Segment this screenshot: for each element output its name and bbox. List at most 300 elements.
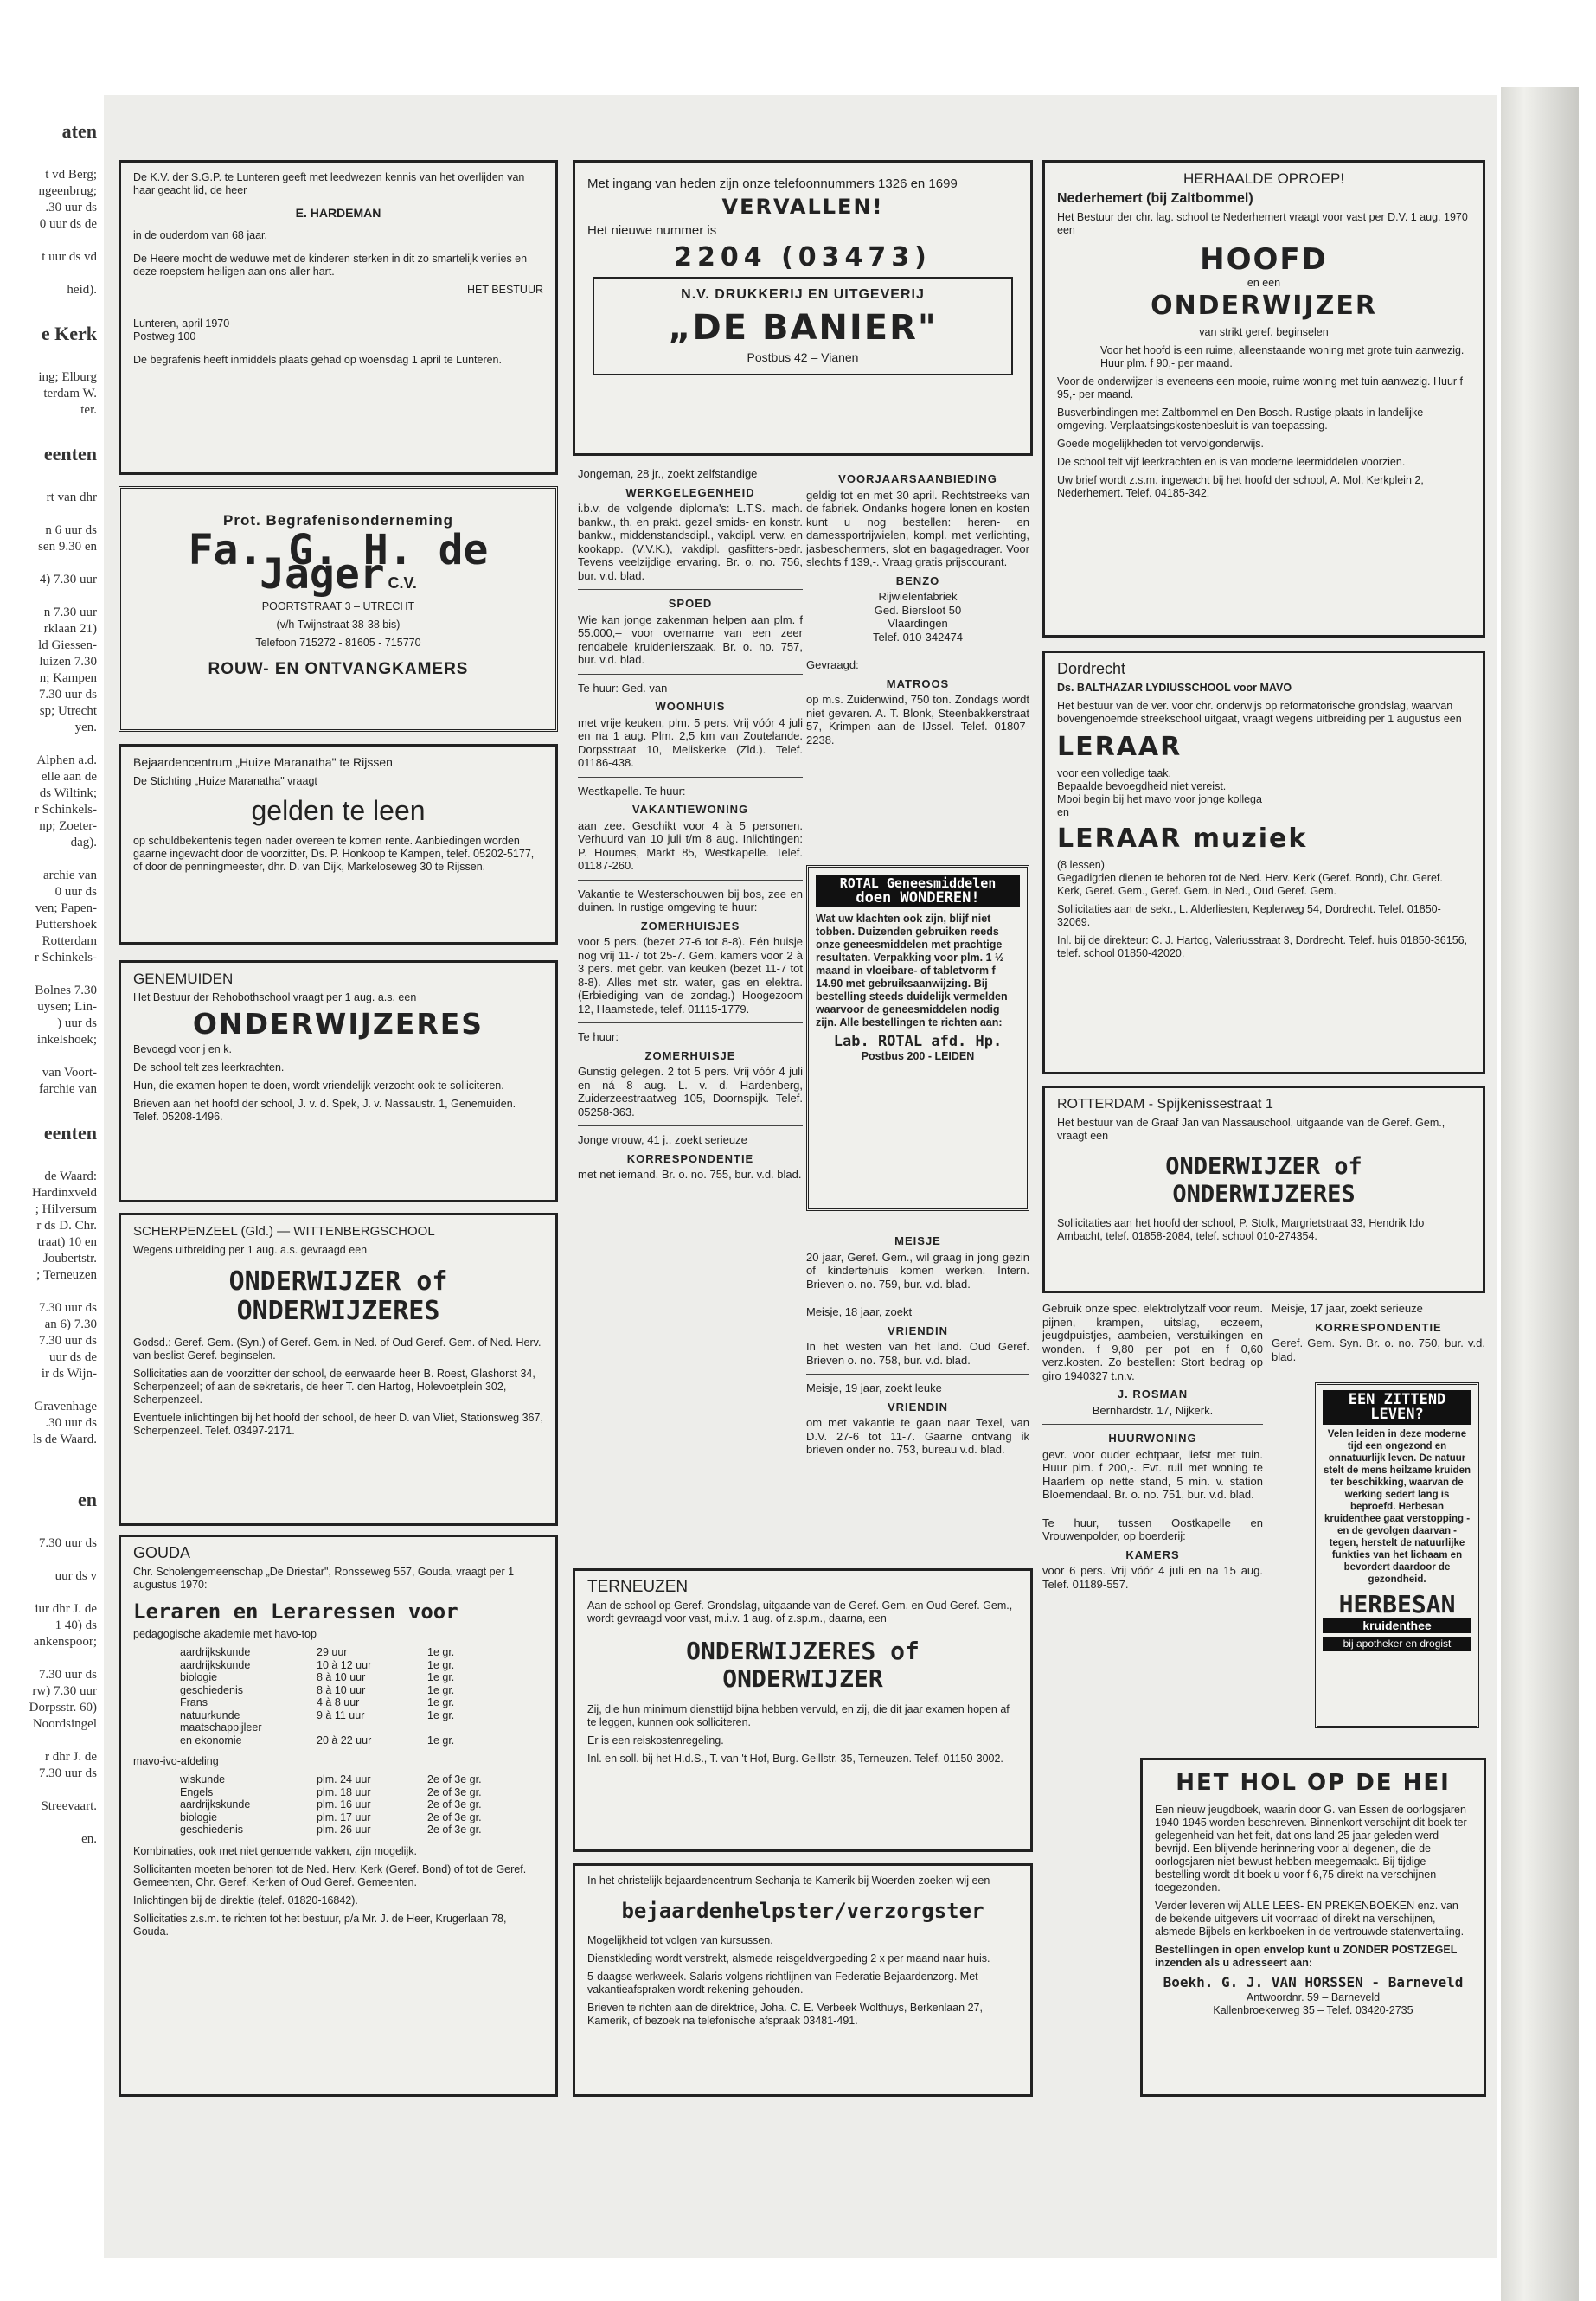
subject-cell: Engels <box>180 1785 214 1798</box>
margin-text-line <box>0 1465 97 1481</box>
obituary-intro: De K.V. der S.G.P. te Lunteren geeft met leedwezen kennis van het overlijden van haar geacht lid, de heer <box>133 171 525 196</box>
page-edge <box>1501 87 1579 2301</box>
dordrecht-ad <box>1042 651 1485 1074</box>
classified-text: voor 5 pers. (bezet 27-6 tot 8-8). Eén huisje nog vrij 11-7 tot 25-7. Gem. kamers voor 2 à 3 pers. met gebr. van keuken (bezet 11-7 tot 8-8). Alles met str. water, gas en elektra. (Erbiediging van de zondag.) Hoogezoom 12, Haamstede, telef. 01115-1779. <box>578 935 803 1016</box>
margin-text-line: .30 uur ds <box>45 201 97 215</box>
margin-text-line <box>0 473 97 490</box>
margin-text-line: eenten <box>43 1122 97 1144</box>
margin-text-line: Gravenhage <box>34 1400 97 1413</box>
classified-line: Rijwielenfabriek <box>878 590 958 603</box>
gouda-mavo-table <box>176 1773 526 1836</box>
subject-cell: biologie <box>180 1811 218 1823</box>
rotterdam-big2: ONDERWIJZERES <box>1172 1181 1356 1208</box>
subject-row <box>176 1811 526 1824</box>
margin-text-line: r ds D. Chr. <box>36 1219 97 1233</box>
margin-text-line: luizen 7.30 <box>39 655 97 669</box>
sechanja-ad <box>573 1863 1033 2097</box>
rotterdam-l1: Sollicitaties aan het hoofd der school, P. Stolk, Margrietstraat 33, Hendrik Ido Ambacht, telef. 01858-2084, telef. school 010-274354. <box>1057 1217 1425 1242</box>
classified-heading: VRIENDIN <box>887 1400 949 1413</box>
subject-cell: biologie <box>180 1671 218 1683</box>
herbesan-head: EEN ZITTEND LEVEN? <box>1348 1391 1446 1423</box>
nederhemert-ad <box>1042 160 1485 638</box>
margin-text-line <box>0 1552 97 1568</box>
dordrecht-l2: Bepaalde bevoegdheid niet vereist. <box>1057 780 1227 792</box>
gouda-big: Leraren en Leraressen voor <box>133 1599 458 1624</box>
margin-text-line: ter. <box>80 403 97 417</box>
classified-text: geldig tot en met 30 april. Rechtstreeks van de fabriek. Ondanks hogere lonen en kosten kunt u nog bestellen: heren- en damessportrijwielen, kompl. met verlichting, jasbeschermers, slot en bagagedrager. Voor slechts f 139,-. Vraag gratis prijscourant. <box>806 488 1029 568</box>
dordrecht-l5: Gegadigden dienen te behoren tot de Ned. Herv. Kerk (Geref. Bond), Chr. Geref. Kerk, Geref. Gem., Geref. Gem. in Ned., Oud Geref. Gem. <box>1057 872 1443 897</box>
subject-cell: 4 à 8 uur <box>317 1696 360 1708</box>
margin-text-line: ir ds Wijn- <box>41 1367 97 1381</box>
gouda-l2: Sollicitanten moeten behoren tot de Ned. Herv. Kerk (Geref. Bond) of tot de Geref. Gemeenten, Chr. Geref. Kerken of Oud Geref. Gemeenten. <box>133 1862 527 1888</box>
nederhemert-l5: De school telt vijf leerkrachten en is van moderne leermiddelen voorzien. <box>1057 456 1406 468</box>
classified-heading: J. ROSMAN <box>1117 1388 1189 1400</box>
subject-cell: plm. 18 uur <box>317 1785 371 1798</box>
hol-op-de-hei-ad <box>1140 1758 1486 2097</box>
classified-text: Jongeman, 28 jr., zoekt zelfstandige <box>578 467 758 480</box>
classified-text: aan zee. Geschikt voor 4 à 5 personen. Verhuurd van 10 juli t/m 8 aug. Inlichtingen: P. Houmes, Markt 85, Westkapelle. Telef. 01187-260. <box>578 818 803 872</box>
scherpenzeel-l1: Godsd.: Geref. Gem. (Syn.) of Geref. Gem. in Ned. of Oud Geref. Gem. of Ned. Herv. van beslist Geref. beginselen. <box>133 1336 542 1362</box>
margin-text-line: r dhr J. de <box>45 1750 97 1764</box>
classified-text: Meisje, 17 jaar, zoekt serieuze <box>1272 1302 1423 1315</box>
gouda-ad <box>119 1535 558 2097</box>
margin-text-line: ing; Elburg <box>38 370 97 384</box>
margin-text-line: 7.30 uur ds <box>38 1301 97 1315</box>
subject-cell: 2e of 3e gr. <box>427 1798 482 1811</box>
margin-text-line: 7.30 uur ds <box>38 688 97 702</box>
margin-text-line <box>0 736 97 753</box>
obituary-funeral: De begrafenis heeft inmiddels plaats gehad op woensdag 1 april te Lunteren. <box>133 354 502 366</box>
margin-text-line <box>0 588 97 605</box>
classified-text: Gunstig gelegen. 2 tot 5 pers. Vrij vóór 4 juli en ná 8 aug. L. v. d. Hardenberg, Zuiderzeestraatweg 105, Doornspijk. Telef. 05258-363. <box>578 1065 803 1118</box>
classified-text: met vrije keuken, plm. 5 pers. Vrij vóór 4 juli en na 1 aug. Plm. 2,5 km van Zoutelande. Dorpsstraat 10, Meliskerke (Zld.). Telef. 01186-438. <box>578 715 803 769</box>
subject-cell: wiskunde <box>180 1773 226 1785</box>
margin-text-line: sp; Utrecht <box>39 704 97 718</box>
margin-text-line: iur dhr J. de <box>35 1602 97 1616</box>
subject-cell: aardrijkskunde <box>180 1798 251 1811</box>
hol-text: Een nieuw jeugdboek, waarin door G. van Essen de oorlogsjaren 1940-1945 worden beschreven. Binnenkort verschijnt dit boek ter gelegenheid van het feit, dat ons land 25 jaar geleden werd bevrijd. Een blijvende herinnering voor al degenen, die de oorlogsjaren niet bewust hebben meegemaakt. Bij tijdige bestelling wordt dit boek u voor f 6,75 direkt na verschijnen toegezonden. <box>1155 1804 1467 1894</box>
rotterdam-head: ROTTERDAM - Spijkenissestraat 1 <box>1057 1097 1273 1112</box>
margin-text-line: .30 uur ds <box>45 1416 97 1430</box>
classifieds-column-b <box>806 467 1029 856</box>
sechanja-sub: In het christelijk bejaardencentrum Sechanja te Kamerik bij Woerden zoeken wij een <box>587 1875 990 1887</box>
margin-text-line: n 6 uur ds <box>45 523 97 537</box>
classified-text: Jonge vrouw, 41 j., zoekt serieuze <box>578 1133 747 1146</box>
gouda-sub: Chr. Scholengemeenschap „De Driestar", Ronsseweg 557, Gouda, vraagt per 1 augustus 1970: <box>133 1566 515 1591</box>
margin-text-line: 1 40) ds <box>54 1618 97 1632</box>
margin-text-line: ld Giessen- <box>38 638 97 652</box>
margin-text-line: ; Terneuzen <box>36 1268 97 1282</box>
classifieds-column-c <box>806 1220 1029 1557</box>
subject-cell: 2e of 3e gr. <box>427 1823 482 1836</box>
margin-text-line: eenten <box>43 443 97 465</box>
classified-heading: WERKGELEGENHEID <box>625 485 755 499</box>
obituary-ad <box>119 160 558 475</box>
terneuzen-head: TERNEUZEN <box>587 1578 689 1596</box>
margin-text-line <box>0 1284 97 1300</box>
margin-text-line: aten <box>61 120 97 142</box>
margin-text-line: heid). <box>67 283 97 297</box>
margin-text-line <box>0 1650 97 1667</box>
classified-text: met net iemand. Br. o. no. 755, bur. v.d. blad. <box>578 1168 802 1181</box>
classified-text: Te huur: <box>578 1030 619 1043</box>
margin-text-line <box>0 555 97 572</box>
margin-text-line <box>0 1098 97 1114</box>
rotal-head2: doen WONDEREN! <box>856 889 980 907</box>
margin-text-line: ds Wiltink; <box>39 786 97 800</box>
classified-text: gevr. voor ouder echtpaar, liefst met tuin. Huur plm. f 200,-. Evt. ruil met woning te Haarlem op nette stand, 5 min. v. station Bloemendaal. Br. o. no. 751, bur. v.d. blad. <box>1042 1447 1263 1501</box>
nederhemert-head: HERHAALDE OPROEP! <box>1183 170 1345 187</box>
dordrecht-l7: Inl. bij de direkteur: C. J. Hartog, Valeriusstraat 3, Dordrecht. Telef. huis 01850-36156, telef. school 01850-42020. <box>1057 934 1468 959</box>
left-margin-column-text <box>0 112 97 2214</box>
sechanja-l2: Dienstkleding wordt verstrekt, alsmede reisgeldvergoeding 2 x per maand naar huis. <box>587 1952 990 1965</box>
subject-cell: maatschappijleer <box>180 1721 262 1734</box>
dordrecht-big2: LERAAR muziek <box>1057 824 1308 854</box>
classified-text: Meisje, 19 jaar, zoekt leuke <box>806 1381 942 1394</box>
scherpenzeel-sub: Wegens uitbreiding per 1 aug. a.s. gevraagd een <box>133 1244 368 1256</box>
subject-cell: 1e gr. <box>427 1734 455 1747</box>
nederhemert-en: en een <box>1247 277 1281 289</box>
terneuzen-l1: Zij, die hun minimum diensttijd bijna hebben vervuld, en zij, die dit jaar examen hopen af te leggen, kunnen ook solliciteren. <box>587 1703 1010 1728</box>
nederhemert-l2: Voor de onderwijzer is eveneens een mooie, ruime woning met tuin aanwezig. Huur f 95,- per maand. <box>1057 375 1464 401</box>
subject-cell: aardrijkskunde <box>180 1658 251 1671</box>
maranatha-sub: De Stichting „Huize Maranatha" vraagt <box>133 775 317 787</box>
margin-text-line <box>0 419 97 435</box>
subject-cell: 1e gr. <box>427 1708 455 1721</box>
classified-divider <box>578 1022 803 1023</box>
obituary-age: in de ouderdom van 68 jaar. <box>133 229 267 241</box>
margin-text-line <box>0 1519 97 1535</box>
genemuiden-l4: Brieven aan het hoofd der school, J. v. d. Spek, J. v. Nassaustr. 1, Genemuiden. Telef. 05208-1496. <box>133 1098 516 1123</box>
margin-text-line: 0 uur ds <box>54 885 97 899</box>
margin-text-line: n; Kampen <box>39 671 97 685</box>
margin-text-line <box>0 1448 97 1465</box>
terneuzen-l3: Inl. en soll. bij het H.d.S., T. van 't Hof, Burg. Geillstr. 35, Terneuzen. Telef. 01150-3002. <box>587 1753 1003 1765</box>
maranatha-title: Bejaardencentrum „Huize Maranatha" te Rijssen <box>133 755 393 769</box>
margin-text-line <box>0 1382 97 1399</box>
subject-row <box>176 1721 526 1734</box>
classified-text: Gebruik onze spec. elektrolytzalf voor reum. pijnen, krampen, uitslag, eczeem, jeugdpuistjes, aambeien, verstuikingen en wonden. f 9,80 per pot en f 0,60 verz.kosten. Zo bestellen: Stort bedrag op giro 1940327 t.n.v. <box>1042 1302 1263 1382</box>
margin-text-line: Dorpsstr. 60) <box>29 1701 97 1715</box>
classified-heading: HUURWONING <box>1108 1432 1197 1445</box>
scherpenzeel-ad <box>119 1213 558 1526</box>
dordrecht-l3: Mooi begin bij het mavo voor jonge kollega <box>1057 793 1262 805</box>
margin-text-line: rt van dhr <box>46 490 97 504</box>
classifieds-column-d <box>1042 1302 1263 1734</box>
margin-text-line <box>0 1585 97 1601</box>
margin-text-line: 7.30 uur ds <box>38 1766 97 1780</box>
classified-heading: ZOMERHUISJE <box>644 1048 736 1062</box>
terneuzen-ad <box>573 1568 1033 1852</box>
gouda-l4: Sollicitaties z.s.m. te richten tot het bestuur, p/a Mr. J. de Heer, Krugerlaan 78, Gouda. <box>133 1912 507 1938</box>
margin-text-line: Joubertstr. <box>42 1252 97 1266</box>
rotterdam-sub: Het bestuur van de Graaf Jan van Nassauschool, uitgaande van de Geref. Gem., vraagt een <box>1057 1117 1445 1142</box>
margin-text-line: farchie van <box>38 1082 97 1096</box>
margin-text-line: Streevaart. <box>41 1799 97 1813</box>
obituary-text: De Heere mocht de weduwe met de kinderen sterken in dit zo smartelijk verlies en deze roepstem heiligen aan ons aller hart. <box>133 253 528 278</box>
gouda-head: GOUDA <box>133 1544 191 1561</box>
subject-cell: 20 à 22 uur <box>317 1734 372 1747</box>
sechanja-l4: Brieven te richten aan de direktrice, Joha. C. E. Verbeek Wolthuys, Berkenlaan 27, Kamerik, of bezoek na telefonische afspraak 03481-491. <box>587 2002 983 2027</box>
classified-text: Meisje, 18 jaar, zoekt <box>806 1305 913 1318</box>
genemuiden-l1: Bevoegd voor j en k. <box>133 1043 232 1055</box>
subject-cell: 9 à 11 uur <box>317 1708 365 1721</box>
margin-text-line: t vd Berg; <box>45 168 97 182</box>
hol-addr2: Kallenbroekerweg 35 – Telef. 03420-2735 <box>1213 2004 1413 2016</box>
jager-tel: Telefoon 715272 - 81605 - 715770 <box>255 637 421 649</box>
margin-text-line: t uur ds vd <box>42 250 97 264</box>
hol-firm: Boekh. G. J. VAN HORSSEN - Barneveld <box>1163 1974 1464 1990</box>
margin-text-line: traat) 10 en <box>37 1235 97 1249</box>
banier-number: 2204 (03473) <box>674 242 932 272</box>
subject-cell: en ekonomie <box>180 1734 242 1747</box>
classified-heading: KORRESPONDENTIE <box>1315 1320 1442 1334</box>
nederhemert-l6: Uw brief wordt z.s.m. ingewacht bij het hoofd der school, A. Mol, Kerkplein 2, Nederhemert. Telef. 04185-342. <box>1057 474 1424 499</box>
terneuzen-big2: ONDERWIJZER <box>722 1664 883 1693</box>
jager-suffix: C.V. <box>388 574 417 592</box>
classified-text: Te huur: Ged. van <box>578 681 668 695</box>
margin-text-line: ) uur ds <box>57 1016 97 1030</box>
rotterdam-ad <box>1042 1086 1485 1293</box>
subject-cell: plm. 26 uur <box>317 1823 371 1836</box>
margin-text-line <box>0 1815 97 1831</box>
margin-text-line <box>0 1152 97 1169</box>
jager-bottom: ROUW- EN ONTVANGKAMERS <box>208 660 469 678</box>
margin-text-line <box>0 233 97 249</box>
margin-text-line: uysen; Lin- <box>37 1000 97 1014</box>
margin-text-line <box>0 966 97 983</box>
subject-row <box>176 1684 526 1697</box>
margin-text-line: uur ds de <box>49 1350 97 1364</box>
margin-text-line: yen. <box>74 721 97 734</box>
hol-head: HET HOL OP DE HEI <box>1176 1770 1451 1796</box>
subject-cell: 2e of 3e gr. <box>427 1785 482 1798</box>
margin-text-line: np; Zoeter- <box>39 819 97 833</box>
subject-cell: 2e of 3e gr. <box>427 1773 482 1785</box>
margin-text-line: inkelshoek; <box>36 1033 97 1047</box>
herbesan-text: Velen leiden in deze moderne tijd een ongezond en onnatuurlijk leven. De natuur stelt de mens heilzame kruiden ter beschikking, waarvan de werking sedert lang is beproefd. Herbesan kruidenthee gaat verstopping - en de gevolgen daarvan - tegen, herstelt de natuurlijke funkties van het lichaam en bevordert daardoor de gezondheid. <box>1323 1429 1471 1585</box>
rotal-text: Wat uw klachten ook zijn, blijf niet tobben. Duizenden gebruiken reeds onze geneesmiddelen met prachtige resultaten. Verpakking voor plm. 1 ½ maand in vloeibare- of tabletvorm f 14.90 met gebruiksaanwijzing. Bij bestelling steeds duidelijk vermelden waarvoor de geneesmiddelen nodig zijn. Alle bestellingen te richten aan: <box>816 913 1008 1029</box>
classified-heading: VRIENDIN <box>887 1324 949 1337</box>
scherpenzeel-head: SCHERPENZEEL (Gld.) — WITTENBERGSCHOOL <box>133 1224 435 1239</box>
dordrecht-head: Dordrecht <box>1057 660 1126 677</box>
subject-cell: aardrijkskunde <box>180 1646 251 1658</box>
subject-row <box>176 1671 526 1684</box>
subject-cell: 8 à 10 uur <box>317 1671 366 1683</box>
dordrecht-big1: LERAAR <box>1057 732 1183 762</box>
subject-cell: 1e gr. <box>427 1646 455 1658</box>
margin-text-line: sen 9.30 en <box>38 540 97 554</box>
classified-heading: WOONHUIS <box>655 700 726 713</box>
subject-row <box>176 1659 526 1672</box>
dordrecht-sub: Het bestuur van de ver. voor chr. onderwijs op reformatorische grondslag, waarvan bovengenoemde streekschool uitgaat, vraagt wegens uitbreiding per 1 augustus een <box>1057 700 1462 725</box>
rotal-lab: Lab. ROTAL afd. Hp. <box>833 1033 1003 1050</box>
scherpenzeel-big2: ONDERWIJZERES <box>236 1296 440 1326</box>
scherpenzeel-l2: Sollicitaties aan de voorzitter der school, de eerwaarde heer B. Roest, Glashorst 34, Scherpenzeel; of aan de sekretaris, de heer T. den Hartog, Holevoetplein 302, Scherpenzeel. <box>133 1368 535 1406</box>
banier-box: Postbus 42 – Vianen <box>747 350 859 364</box>
dordrecht-l4: (8 lessen) <box>1057 859 1105 871</box>
obituary-place: Lunteren, april 1970 <box>133 317 230 330</box>
dordrecht-l1: voor een volledige taak. <box>1057 767 1172 779</box>
gouda-havo-table <box>176 1646 526 1747</box>
classified-divider <box>578 880 803 881</box>
subject-cell: 8 à 10 uur <box>317 1683 366 1696</box>
subject-cell: 1e gr. <box>427 1696 455 1708</box>
margin-text-line <box>0 266 97 282</box>
dordrecht-school: Ds. BALTHAZAR LYDIUSSCHOOL voor MAVO <box>1057 682 1292 694</box>
margin-text-line: 7.30 uur ds <box>38 1668 97 1682</box>
terneuzen-l2: Er is een reiskostenregeling. <box>587 1734 724 1747</box>
classified-line: Ged. Biersloot 50 <box>874 603 962 617</box>
nederhemert-sub: Het Bestuur der chr. lag. school te Nederhemert vraagt voor vast per D.V. 1 aug. 1970 een <box>1057 211 1468 236</box>
nederhemert-place: Nederhemert (bij Zaltbommel) <box>1057 191 1253 206</box>
classified-line: Vlaardingen <box>888 617 948 630</box>
margin-text-line: ls de Waard. <box>33 1433 97 1446</box>
jager-formerly: (v/h Twijnstraat 38-38 bis) <box>276 619 401 631</box>
jager-street: POORTSTRAAT 3 – UTRECHT <box>261 600 415 612</box>
subject-cell: plm. 17 uur <box>317 1811 371 1823</box>
nederhemert-big1: HOOFD <box>1200 242 1328 277</box>
margin-text-line: n 7.30 uur <box>43 606 97 619</box>
margin-text-line: r Schinkels- <box>34 803 97 817</box>
classified-line: Telef. 010-342474 <box>872 630 964 644</box>
margin-text-line <box>0 151 97 167</box>
margin-text-line: ngeenbrug; <box>38 184 97 198</box>
classified-text: Gevraagd: <box>806 658 859 671</box>
margin-text-line: terdam W. <box>43 387 97 401</box>
subject-cell: plm. 16 uur <box>317 1798 371 1811</box>
subject-cell <box>313 1721 424 1734</box>
gouda-l1: Kombinaties, ook met niet genoemde vakken, zijn mogelijk. <box>133 1844 417 1857</box>
classified-text: Wie kan jonge zakenman helpen aan plm. f 55.000,– voor overname van een zeer rendabele kruidenierszaak. Br. o. no. 757, bur. v.d. blad. <box>578 612 803 666</box>
scherpenzeel-big1: ONDERWIJZER of <box>228 1266 448 1297</box>
hol-addr1: Antwoordnr. 59 – Barneveld <box>1246 1991 1381 2003</box>
margin-text-line <box>0 353 97 369</box>
margin-text-line: rw) 7.30 uur <box>32 1684 97 1698</box>
margin-text-line: Noordsingel <box>32 1717 97 1731</box>
herbesan-brand: HERBESAN <box>1338 1590 1456 1618</box>
jager-name: Fa. G. H. de Jager <box>188 526 489 599</box>
margin-text-line <box>0 851 97 868</box>
hol-l3: Bestellingen in open envelop kunt u ZONDER POSTZEGEL inzenden als u adresseert aan: <box>1155 1944 1458 1969</box>
nederhemert-big2: ONDERWIJZER <box>1151 291 1377 321</box>
subject-cell: geschiedenis <box>180 1683 243 1696</box>
subject-row <box>176 1773 526 1786</box>
subject-cell: geschiedenis <box>180 1823 243 1836</box>
rotal-post: Postbus 200 - LEIDEN <box>861 1050 975 1062</box>
rotal-ad <box>806 865 1029 1211</box>
classified-text: op m.s. Zuidenwind, 750 ton. Zondags wordt niet gevaren. A. T. Blonk, Steenbakkerstraat 57, Krimpen aan de IJssel. Telef. 01807-2238. <box>806 693 1029 747</box>
margin-text-line: Puttershoek <box>35 918 97 932</box>
margin-text-line: de Waard: <box>44 1170 97 1183</box>
nederhemert-l1: Voor het hoofd is een ruime, alleenstaande woning met grote tuin aanwezig. Huur plm. f 90,- per maand. <box>1100 344 1465 369</box>
classifieds-column-a <box>578 467 803 1548</box>
classified-text: In het westen van het land. Oud Geref. Brieven o. no. 758, bur. v.d. blad. <box>806 1340 1029 1367</box>
classified-heading: MATROOS <box>886 676 950 690</box>
classified-text: 20 jaar, Geref. Gem., wil graag in jong gezin of kindertehuis komen werken. Intern. Brieven o. no. 759, bur. v.d. blad. <box>806 1250 1029 1291</box>
nederhemert-l3: Busverbindingen met Zaltbommel en Den Bosch. Rustige plaats in landelijke omgeving. Verplaatsingskostenbesluit is van toepassing. <box>1057 407 1424 432</box>
banier-name: „DE BANIER" <box>668 308 938 348</box>
margin-text-line: an 6) 7.30 <box>44 1317 97 1331</box>
subject-cell: Frans <box>180 1696 208 1708</box>
scherpenzeel-l3: Eventuele inlichtingen bij het hoofd der school, de heer D. van Vliet, Stationsweg 367, Scherpenzeel. Telef. 03497-2171. <box>133 1412 543 1437</box>
classified-divider <box>578 1125 803 1126</box>
margin-text-line <box>0 1048 97 1065</box>
margin-text-line <box>0 1733 97 1749</box>
maranatha-ad <box>119 744 558 945</box>
sechanja-l3: 5-daagse werkweek. Salaris volgens richtlijnen van Federatie Bejaardenzorg. Met vakantieafspraken wordt rekening gehouden. <box>587 1971 978 1996</box>
classified-divider <box>806 1374 1029 1375</box>
dordrecht-en: en <box>1057 806 1069 818</box>
classified-heading: KORRESPONDENTIE <box>626 1151 754 1165</box>
genemuiden-l3: Hun, die examen hopen te doen, wordt vriendelijk verzocht ook te solliciteren. <box>133 1080 504 1092</box>
herbesan-foot: bij apotheker en drogist <box>1323 1637 1471 1651</box>
obituary-postweg: Postweg 100 <box>133 330 196 343</box>
subject-cell <box>424 1721 526 1734</box>
classified-text: Te huur, tussen Oostkapelle en Vrouwenpolder, op boerderij: <box>1042 1516 1263 1542</box>
margin-text-line: elle aan de <box>41 770 97 784</box>
subject-cell: 1e gr. <box>427 1658 455 1671</box>
margin-text-line: en <box>78 1489 97 1510</box>
classified-line: Bernhardstr. 17, Nijkerk. <box>1092 1403 1214 1417</box>
classified-text: i.b.v. de volgende diploma's: L.T.S. mach. bankw., th. en prakt. gezel smids- en konstr. bankw., middenstandsdipl., vakdipl. verw. en kookapp. (V.V.K.), vakdipl. gasfitters-bedr. Tevens veelzijdige ervaring. Br. o. no. 756, bur. v.d. blad. <box>578 502 803 582</box>
classified-heading: ZOMERHUISJES <box>640 919 740 933</box>
banier-l2: Het nieuwe nummer is <box>587 223 717 238</box>
margin-text-line: archie van <box>42 868 97 882</box>
margin-text-line <box>0 506 97 522</box>
margin-text-line: e Kerk <box>41 323 97 344</box>
banier-l1: Met ingang van heden zijn onze telefoonnummers 1326 en 1699 <box>587 176 958 191</box>
margin-text-line: 4) 7.30 uur <box>39 573 97 586</box>
margin-text-line: van Voort- <box>42 1066 97 1080</box>
subject-cell: 1e gr. <box>427 1671 455 1683</box>
classified-heading: KAMERS <box>1125 1548 1180 1561</box>
gouda-mavo: mavo-ivo-afdeling <box>133 1755 219 1767</box>
classified-divider <box>578 674 803 675</box>
subject-row <box>176 1786 526 1799</box>
subject-row <box>176 1798 526 1811</box>
herbesan-ad <box>1315 1382 1479 1728</box>
margin-text-line: r Schinkels- <box>34 951 97 965</box>
classified-divider <box>578 589 803 590</box>
hol-l2: Verder leveren wij ALLE LEES- EN PREKENBOEKEN enz. van de bekende uitgevers uit voorraad of direkt na verschijnen, alsmede Bijbels en kerkboeken in de vertrouwde statenvertaling. <box>1155 1900 1465 1938</box>
classified-heading: VOORJAARSAANBIEDING <box>838 472 997 485</box>
maranatha-big: gelden te leen <box>251 795 426 826</box>
rotterdam-big1: ONDERWIJZER of <box>1165 1153 1362 1180</box>
jager-top: Prot. Begrafenisonderneming <box>223 512 453 529</box>
margin-text-line: ankenspoor; <box>33 1635 97 1649</box>
margin-text-line: Rotterdam <box>42 934 97 948</box>
margin-text-line: 0 uur ds de <box>39 217 97 231</box>
classified-heading: MEISJE <box>894 1234 941 1247</box>
margin-text-line <box>0 1782 97 1798</box>
subject-cell: 29 uur <box>317 1646 348 1658</box>
margin-text-line: Hardinxveld <box>32 1186 97 1200</box>
margin-text-line: Bolnes 7.30 <box>35 984 97 997</box>
subject-cell: natuurkunde <box>180 1708 240 1721</box>
terneuzen-big1: ONDERWIJZERES of <box>686 1637 920 1665</box>
herbesan-sub: kruidenthee <box>1323 1618 1471 1633</box>
classified-text: voor 6 pers. Vrij vóór 4 juli en na 15 aug. Telef. 01189-557. <box>1042 1564 1263 1591</box>
sechanja-big: bejaardenhelpster/verzorgster <box>621 1899 984 1923</box>
genemuiden-l2: De school telt zes leerkrachten. <box>133 1061 285 1074</box>
classified-text: Vakantie te Westerschouwen bij bos, zee en duinen. In rustige omgeving te huur: <box>578 887 803 913</box>
genemuiden-head: GENEMUIDEN <box>133 971 234 987</box>
obituary-name: E. HARDEMAN <box>295 206 381 220</box>
nederhemert-strict: van strikt geref. beginselen <box>1199 326 1329 338</box>
classified-heading: SPOED <box>668 597 713 610</box>
subject-row <box>176 1696 526 1709</box>
